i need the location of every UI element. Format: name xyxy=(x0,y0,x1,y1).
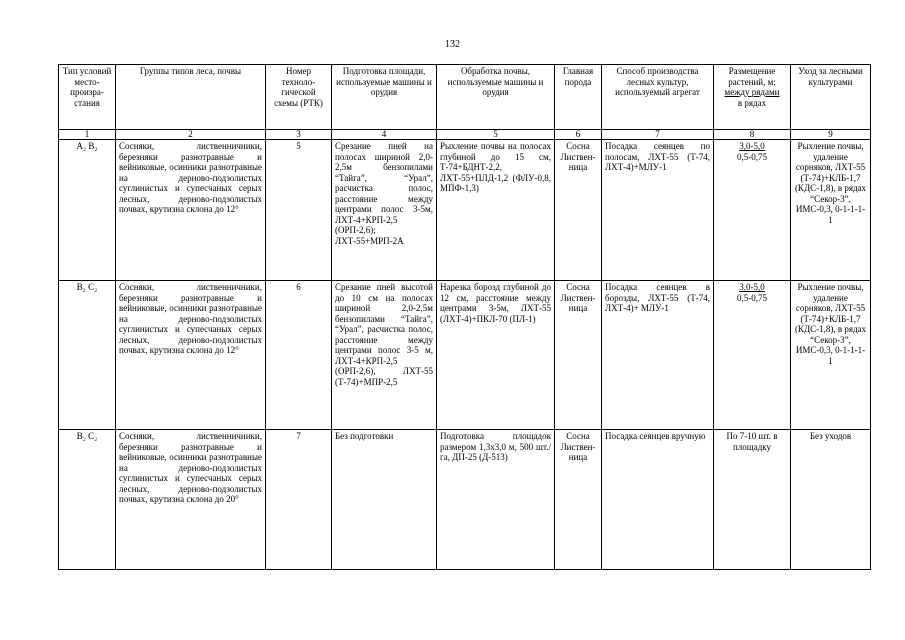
header-culture-care: Уход за лесными культурами xyxy=(791,65,871,130)
area-preparation-cell: Срезание пней на полосах шириной 2,0-2,5м бензопилами “Тайга”, “Урал”, расчистка полос, расстояние между центрами полос 3-5м, ЛХТ-4+КРП-2,5 (ОРП-2,6); ЛХТ-55+МРП-2А xyxy=(332,140,437,281)
forest-groups-cell: Сосняки, лиственничники, березняки разнотравные и вейниковые, осинники разнотравные на дерново-подзолистых суглинистых и супесчаных серых лесных, дерново-подзолистых почвах, крутизна склона до 12° xyxy=(116,281,266,430)
header-main-species: Главная порода xyxy=(555,65,602,130)
header-spacing-line2: растений, м: xyxy=(728,76,776,87)
column-number-1: 1 xyxy=(59,130,116,140)
page-number: 132 xyxy=(445,39,460,50)
soil-treatment-cell: Нарезка борозд глубиной до 12 см, расстояние между центрами 3-5м, ЛХТ-55 (ЛХТ-4)+ПКЛ-70 (ПЛ-1) xyxy=(437,281,555,430)
spacing-between-rows: По 7-10 шт. в площадку xyxy=(726,431,778,452)
column-number-row xyxy=(59,130,871,140)
table-row xyxy=(59,281,871,430)
header-forest-groups: Группы типов леса, почвы xyxy=(116,65,266,130)
rtk-number-cell: 7 xyxy=(266,430,332,570)
forest-culture-table xyxy=(58,64,871,570)
header-production-method: Способ производства лесных культур, используемый агрегат xyxy=(602,65,714,130)
table-row xyxy=(59,140,871,281)
forest-groups-cell: Сосняки, лиственничники, березняки разнотравные и вейниковые, осинники разнотравные на дерново-подзолистых суглинистых и супесчаных серых лесных, дерново-подзолистых почвах, крутизна склона до 20° xyxy=(116,430,266,570)
column-number-8: 8 xyxy=(714,130,791,140)
site-type-cell: В₂ С₂ xyxy=(59,430,116,570)
culture-care-cell: Без уходов xyxy=(791,430,871,570)
spacing-in-rows: 0,5-0,75 xyxy=(737,151,767,162)
header-spacing-between-rows: между рядами xyxy=(724,87,780,97)
header-row xyxy=(59,65,871,130)
header-rtk-number: Номер техноло-гической схемы (РТК) xyxy=(266,65,332,130)
column-number-2: 2 xyxy=(116,130,266,140)
header-spacing-in-rows: в рядах xyxy=(737,97,767,108)
header-area-preparation: Подготовка площади, используемые машины и орудия xyxy=(332,65,437,130)
column-number-7: 7 xyxy=(602,130,714,140)
production-method-cell: Посадка сеянцев по полосам, ЛХТ-55 (Т-74, ЛХТ-4)+МЛУ-1 xyxy=(602,140,714,281)
area-preparation-cell: Срезание пней высотой до 10 см на полосах шириной 2,0-2,5м бензопилами “Тайга”, “Урал”, расчистка полос, расстояние между центрами полос 3-5 м, ЛХТ-4+КРП-2,5 (ОРП-2,6), ЛХТ-55 (Т-74)+МПР-2,5 xyxy=(332,281,437,430)
column-number-3: 3 xyxy=(266,130,332,140)
forest-groups-cell: Сосняки, лиственничники, березняки разнотравные и вейниковые, осинники разнотравные на дерново-подзолистых суглинистых и супесчаных серых лесных, дерново-подзолистых почвах, крутизна склона до 12° xyxy=(116,140,266,281)
plant-spacing-cell xyxy=(714,281,791,430)
site-type-cell: А₂ В₂ xyxy=(59,140,116,281)
production-method-cell: Посадка сеянцев в борозды, ЛХТ-55 (Т-74, ЛХТ-4)+ МЛУ-1 xyxy=(602,281,714,430)
main-species-cell: Сосна Листвен-ница xyxy=(555,281,602,430)
spacing-in-rows: 0,5-0,75 xyxy=(737,292,767,303)
table-row xyxy=(59,430,871,570)
column-number-5: 5 xyxy=(437,130,555,140)
header-spacing-line1: Размещение xyxy=(728,66,776,76)
soil-treatment-cell: Подготовка площадок размером 1,3х3,0 м, 500 шт./га, ДП-25 (Д-513) xyxy=(437,430,555,570)
main-species-cell: Сосна Листвен-ница xyxy=(555,430,602,570)
spacing-between-rows: 3,0-5,0 xyxy=(739,282,765,292)
rtk-number-cell: 6 xyxy=(266,281,332,430)
column-number-6: 6 xyxy=(555,130,602,140)
culture-care-cell: Рыхление почвы, удаление сорняков, ЛХТ-55 (Т-74)+КЛБ-1,7 (КДС-1,8), в рядах “Секор-3”, ИМС-0,3, 0-1-1-1-1 xyxy=(791,140,871,281)
main-species-cell: Сосна Листвен-ница xyxy=(555,140,602,281)
area-preparation-cell: Без подготовки xyxy=(332,430,437,570)
soil-treatment-cell: Рыхление почвы на полосах глубиной до 15 см, Т-74+БДНТ-2,2, ЛХТ-55+ПЛД-1,2 (ФЛУ-0,8, МПФ-1,3) xyxy=(437,140,555,281)
culture-care-cell: Рыхление почвы, удаление сорняков, ЛХТ-55 (Т-74)+КЛБ-1,7 (КДС-1,8), в рядах “Секор-3”, ИМС-0,3, 0-1-1-1-1 xyxy=(791,281,871,430)
column-number-4: 4 xyxy=(332,130,437,140)
spacing-between-rows: 3,0-5,0 xyxy=(739,141,765,151)
column-number-9: 9 xyxy=(791,130,871,140)
plant-spacing-cell xyxy=(714,140,791,281)
header-plant-spacing xyxy=(714,65,791,130)
header-soil-treatment: Обработка почвы, используемые машины и орудия xyxy=(437,65,555,130)
production-method-cell: Посадка сеянцев вручную xyxy=(602,430,714,570)
plant-spacing-cell xyxy=(714,430,791,570)
site-type-cell: В₂ С₂ xyxy=(59,281,116,430)
header-site-type: Тип условий место-произра-стания xyxy=(59,65,116,130)
rtk-number-cell: 5 xyxy=(266,140,332,281)
